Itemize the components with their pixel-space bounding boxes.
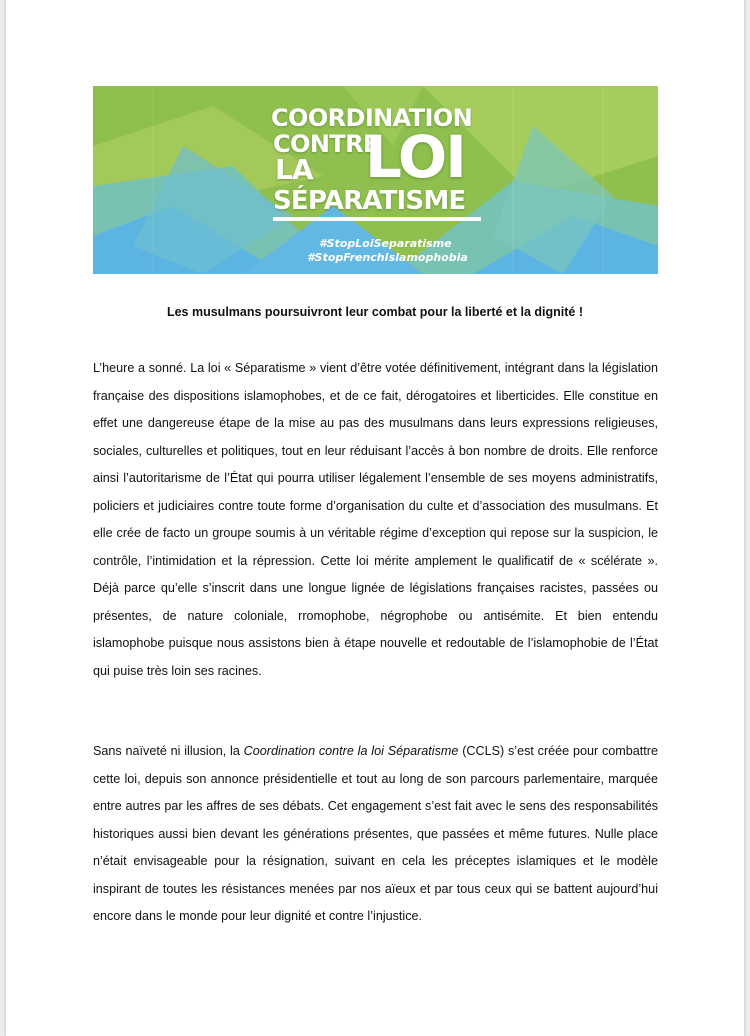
- ccls-logo: [93, 86, 658, 274]
- logo-line-la: LA: [275, 153, 313, 186]
- logo-line-separatisme: SÉPARATISME: [273, 186, 466, 216]
- paragraph-1: L’heure a sonné. La loi « Séparatisme » vient d’être votée définitivement, intégrant dans la législation française des dispositions islamophobes, et de ce fait, dérogatoires et liberticides. Elle constitue en effet une dangereuse étape de la mise au pas des musulmans dans leurs expressions religieuses, sociales, culturelles et politiques, tout en leur réduisant l’accès à bon nombre de droits. Elle renforce ainsi l’autoritarisme de l’État qui pourra utiliser légalement l’ensemble de ses moyens administratifs, policiers et judiciaires contre toute forme d’organisation du culte et d’association des musulmans. Et elle crée de facto un groupe soumis à un véritable régime d’exception qui repose sur la suspicion, le contrôle, l’intimidation et la répression. Cette loi mérite amplement le qualificatif de « scélérate ». Déjà parce qu’elle s’inscrit dans une longue lignée de législations françaises racistes, passées ou présentes, de nature coloniale, rromophobe, négrophobe ou antisémite. Et bien entendu islamophobe puisque nous assistons bien à étape nouvelle et redoutable de l’islamophobie de l’État qui puise très loin ses racines.: [93, 361, 658, 678]
- logo-line-coordination: COORDINATION: [271, 104, 473, 132]
- logo-underline: [273, 217, 481, 221]
- document-headline: Les musulmans poursuivront leur combat pour la liberté et la dignité !: [166, 305, 584, 319]
- logo-line-loi: LOI: [365, 123, 465, 191]
- hashtag-stop-loi: #StopLoiSeparatisme: [319, 237, 452, 250]
- paragraph-2-body: (CCLS) s’est créée pour combattre cette loi, depuis son annonce présidentielle et tout au long de son parcours parlementaire, marquée entre autres par les affres de ses débats. Cet engagement s’est fait avec le sens des responsabilités historiques aussi bien devant les générations présentes, que passées et même futures. Nulle place n’était envisageable pour la résignation, suivant en cela les préceptes islamiques et le modèle inspirant de toutes les résistances menées par nos aïeux et par tous ceux qui se battent aujourd’hui encore dans le monde pour leur dignité et contre l’injustice.: [93, 744, 658, 923]
- hashtag-stop-islamophobia: #StopFrenchIslamophobia: [307, 251, 468, 264]
- paragraph-2-ccls-name: Coordination contre la loi Séparatisme: [243, 744, 459, 758]
- document-page: [6, 0, 744, 1036]
- ccls-banner: [93, 86, 658, 274]
- paragraph-2: [93, 738, 658, 931]
- logo-line-contre: CONTRE: [273, 130, 379, 158]
- paragraph-2-intro: Sans naïveté ni illusion, la: [93, 744, 244, 758]
